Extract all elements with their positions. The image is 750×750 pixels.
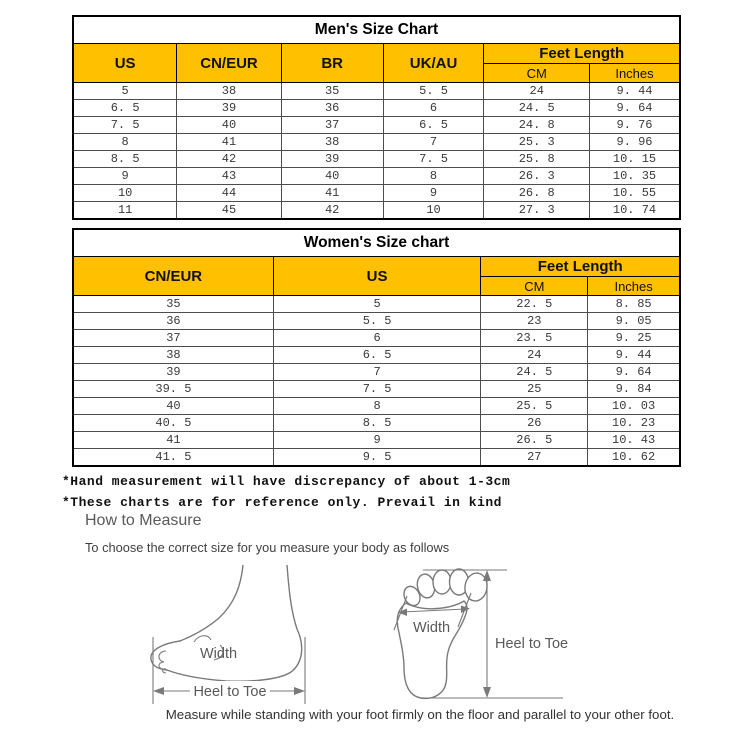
size-table-row [73, 364, 680, 381]
size-cell: 24. 5 [484, 100, 590, 117]
womens-chart-body [73, 296, 680, 467]
size-cell: 27. 3 [484, 202, 590, 220]
size-cell: 7 [383, 134, 484, 151]
size-cell: 8 [273, 398, 481, 415]
size-cell: 9. 64 [588, 364, 680, 381]
size-table-row [73, 151, 680, 168]
size-cell: 24. 8 [484, 117, 590, 134]
size-cell: 24. 5 [481, 364, 588, 381]
size-cell: 42 [281, 202, 383, 220]
foot-instep-line [180, 565, 243, 641]
size-cell: 41 [281, 185, 383, 202]
size-cell: 9. 76 [590, 117, 680, 134]
how-to-measure-subtitle: To choose the correct size for you measure your body as follows [85, 540, 450, 555]
size-cell: 39 [281, 151, 383, 168]
size-cell: 5. 5 [273, 313, 481, 330]
size-cell: 10. 43 [588, 432, 680, 449]
size-cell: 25. 5 [481, 398, 588, 415]
size-cell: 9 [273, 432, 481, 449]
heel-to-toe-label: Heel to Toe [495, 636, 569, 652]
size-cell: 8 [383, 168, 484, 185]
size-table-row [73, 432, 680, 449]
column-header-br: BR [281, 44, 383, 83]
column-header-inches: Inches [588, 277, 680, 296]
size-cell: 36 [73, 313, 273, 330]
column-header-inches: Inches [590, 64, 680, 83]
size-cell: 7. 5 [383, 151, 484, 168]
measuring-instruction-caption: Measure while standing with your foot firmly on the floor and parallel to your other foot. [165, 707, 675, 722]
size-table-row [73, 313, 680, 330]
size-cell: 9. 5 [273, 449, 481, 467]
column-header-cn-eur: CN/EUR [177, 44, 281, 83]
size-cell: 10. 03 [588, 398, 680, 415]
size-cell: 11 [73, 202, 177, 220]
size-cell: 8. 5 [73, 151, 177, 168]
size-cell: 26. 8 [484, 185, 590, 202]
size-cell: 5 [273, 296, 481, 313]
size-cell: 9. 44 [590, 83, 680, 100]
size-cell: 36 [281, 100, 383, 117]
foot-side-outline [167, 565, 302, 681]
arrowhead-up [483, 570, 491, 581]
size-cell: 10 [73, 185, 177, 202]
size-cell: 8. 5 [273, 415, 481, 432]
size-cell: 6. 5 [273, 347, 481, 364]
sole-outline [397, 601, 467, 698]
size-cell: 10. 15 [590, 151, 680, 168]
size-cell: 10 [383, 202, 484, 220]
note-measurement-discrepancy: *Hand measurement will have discrepancy of about 1-3cm [62, 474, 511, 489]
column-header-cm: CM [484, 64, 590, 83]
size-cell: 23. 5 [481, 330, 588, 347]
size-table-row [73, 83, 680, 100]
size-cell: 9 [73, 168, 177, 185]
size-table-row [73, 398, 680, 415]
column-header-us: US [73, 44, 177, 83]
size-cell: 39 [177, 100, 281, 117]
disclaimer-notes [62, 471, 510, 513]
column-header-us: US [273, 257, 481, 296]
size-table-row [73, 449, 680, 467]
size-cell: 41. 5 [73, 449, 273, 467]
size-table-row [73, 134, 680, 151]
column-header-cn-eur: CN/EUR [73, 257, 273, 296]
size-cell: 6 [273, 330, 481, 347]
arrowhead-right [294, 687, 305, 695]
width-label: Width [200, 646, 238, 662]
size-cell: 9. 96 [590, 134, 680, 151]
toe-curl-2 [159, 662, 164, 669]
size-cell: 5 [73, 83, 177, 100]
column-header-cm: CM [481, 277, 588, 296]
size-cell: 43 [177, 168, 281, 185]
foot-sole-view-diagram [393, 556, 578, 706]
size-cell: 41 [177, 134, 281, 151]
size-cell: 6. 5 [383, 117, 484, 134]
size-cell: 44 [177, 185, 281, 202]
size-cell: 40 [281, 168, 383, 185]
size-cell: 35 [281, 83, 383, 100]
width-label: Width [413, 620, 451, 636]
column-header-feet-length: Feet Length [481, 257, 680, 277]
size-cell: 25 [481, 381, 588, 398]
size-cell: 5. 5 [383, 83, 484, 100]
size-cell: 38 [73, 347, 273, 364]
size-cell: 40. 5 [73, 415, 273, 432]
toe-curl-1 [159, 651, 166, 662]
size-cell: 9 [383, 185, 484, 202]
arrowhead-left [153, 687, 164, 695]
size-cell: 37 [73, 330, 273, 347]
size-cell: 9. 64 [590, 100, 680, 117]
size-cell: 25. 3 [484, 134, 590, 151]
size-cell: 9. 25 [588, 330, 680, 347]
how-to-measure-title: How to Measure [85, 512, 202, 529]
size-cell: 8. 85 [588, 296, 680, 313]
mens-chart-title: Men's Size Chart [73, 16, 680, 44]
foot-big-toe [151, 641, 180, 670]
size-cell: 40 [73, 398, 273, 415]
womens-size-chart-table [72, 228, 681, 467]
size-table-row [73, 347, 680, 364]
size-cell: 45 [177, 202, 281, 220]
size-table-row [73, 330, 680, 347]
size-cell: 39. 5 [73, 381, 273, 398]
size-cell: 6 [383, 100, 484, 117]
size-cell: 25. 8 [484, 151, 590, 168]
toe-3 [433, 570, 451, 594]
size-cell: 7. 5 [273, 381, 481, 398]
size-cell: 35 [73, 296, 273, 313]
size-table-row [73, 168, 680, 185]
size-cell: 27 [481, 449, 588, 467]
size-cell: 23 [481, 313, 588, 330]
size-cell: 9. 44 [588, 347, 680, 364]
size-cell: 24 [484, 83, 590, 100]
size-table-row [73, 100, 680, 117]
foot-side-view-diagram [140, 565, 320, 710]
column-header-feet-length: Feet Length [484, 44, 680, 64]
size-cell: 26 [481, 415, 588, 432]
size-table-row [73, 415, 680, 432]
size-cell: 39 [73, 364, 273, 381]
size-cell: 38 [281, 134, 383, 151]
mens-chart-body [73, 83, 680, 220]
note-reference-only: *These charts are for reference only. Prevail in kind [62, 495, 502, 510]
size-cell: 37 [281, 117, 383, 134]
size-cell: 10. 55 [590, 185, 680, 202]
size-table-row [73, 202, 680, 220]
size-cell: 6. 5 [73, 100, 177, 117]
instep-bump [194, 636, 211, 642]
womens-chart-title: Women's Size chart [73, 229, 680, 257]
size-cell: 22. 5 [481, 296, 588, 313]
size-cell: 8 [73, 134, 177, 151]
size-cell: 7 [273, 364, 481, 381]
size-cell: 40 [177, 117, 281, 134]
size-cell: 26. 3 [484, 168, 590, 185]
size-table-row [73, 296, 680, 313]
size-table-row [73, 185, 680, 202]
size-cell: 24 [481, 347, 588, 364]
size-cell: 38 [177, 83, 281, 100]
size-cell: 10. 62 [588, 449, 680, 467]
size-cell: 10. 74 [590, 202, 680, 220]
size-cell: 7. 5 [73, 117, 177, 134]
size-cell: 26. 5 [481, 432, 588, 449]
heel-to-toe-label: Heel to Toe [193, 684, 267, 700]
arrowhead-down [483, 687, 491, 698]
size-table-row [73, 381, 680, 398]
size-cell: 41 [73, 432, 273, 449]
size-cell: 10. 35 [590, 168, 680, 185]
size-table-row [73, 117, 680, 134]
size-cell: 10. 23 [588, 415, 680, 432]
size-cell: 9. 84 [588, 381, 680, 398]
mens-size-chart-table [72, 15, 681, 220]
size-cell: 42 [177, 151, 281, 168]
size-cell: 9. 05 [588, 313, 680, 330]
column-header-uk-au: UK/AU [383, 44, 484, 83]
